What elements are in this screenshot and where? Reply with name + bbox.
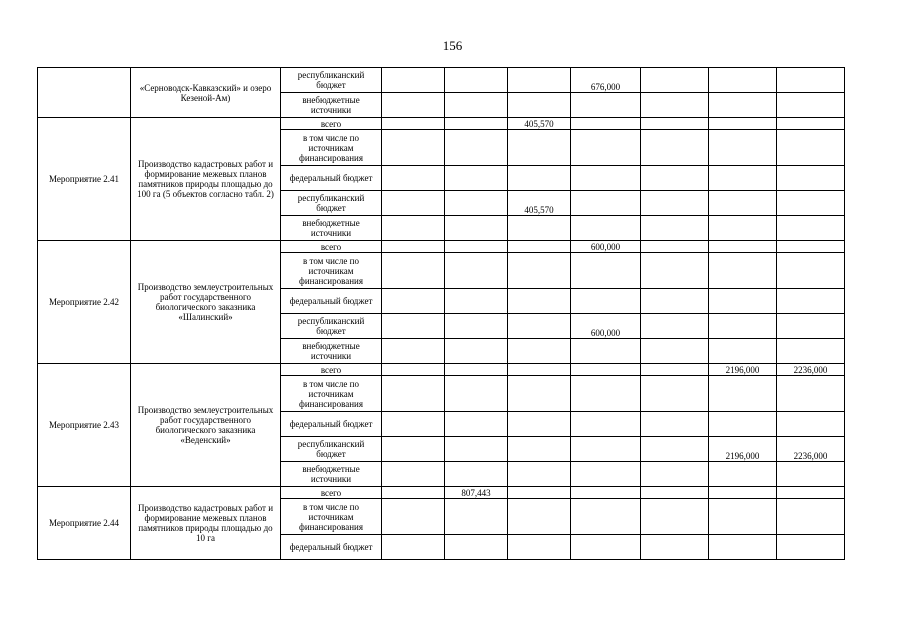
measure-name-cell: Мероприятие 2.42 [38, 241, 131, 364]
amount-cell [382, 376, 445, 412]
amount-cell [641, 314, 709, 339]
amount-cell [709, 289, 777, 314]
funding-source-cell: федеральный бюджет [281, 166, 382, 191]
amount-cell: 2196,000 [709, 364, 777, 376]
amount-cell [571, 191, 641, 216]
funding-source-cell: федеральный бюджет [281, 289, 382, 314]
amount-cell [445, 166, 508, 191]
amount-cell [508, 412, 571, 437]
amount-cell [445, 376, 508, 412]
amount-cell [777, 499, 845, 535]
measure-name-cell: Мероприятие 2.44 [38, 487, 131, 560]
amount-cell [571, 487, 641, 499]
funding-source-cell: в том числе по источникам финансирования [281, 499, 382, 535]
amount-cell [641, 437, 709, 462]
amount-cell: 600,000 [571, 314, 641, 339]
amount-cell [508, 339, 571, 364]
measure-description-cell: «Серноводск-Кавказский» и озеро Кезеной-Ам) [131, 68, 281, 118]
amount-cell [508, 314, 571, 339]
amount-cell [508, 364, 571, 376]
amount-cell: 2236,000 [777, 364, 845, 376]
amount-cell: 807,443 [445, 487, 508, 499]
amount-cell [641, 130, 709, 166]
table-row [38, 241, 845, 253]
amount-cell [641, 462, 709, 487]
measure-description-cell: Производство землеустроительных работ государственного биологического заказника «Веденский» [131, 364, 281, 487]
amount-cell [777, 130, 845, 166]
amount-cell: 600,000 [571, 241, 641, 253]
amount-cell [382, 339, 445, 364]
amount-cell [709, 462, 777, 487]
funding-source-cell: в том числе по источникам финансирования [281, 376, 382, 412]
amount-cell [641, 166, 709, 191]
funding-source-cell: всего [281, 364, 382, 376]
measure-name-cell: Мероприятие 2.43 [38, 364, 131, 487]
amount-cell [571, 216, 641, 241]
amount-cell [709, 191, 777, 216]
amount-cell: 2236,000 [777, 437, 845, 462]
amount-cell [777, 339, 845, 364]
amount-cell [508, 68, 571, 93]
funding-source-cell: внебюджетные источники [281, 462, 382, 487]
amount-cell [382, 499, 445, 535]
amount-cell [508, 93, 571, 118]
budget-table [37, 67, 845, 560]
amount-cell: 676,000 [571, 68, 641, 93]
amount-cell [571, 130, 641, 166]
funding-source-cell: федеральный бюджет [281, 412, 382, 437]
amount-cell [382, 93, 445, 118]
amount-cell [445, 314, 508, 339]
amount-cell [382, 216, 445, 241]
amount-cell [777, 68, 845, 93]
amount-cell [709, 535, 777, 560]
funding-source-cell: всего [281, 241, 382, 253]
amount-cell [641, 118, 709, 130]
amount-cell [382, 166, 445, 191]
amount-cell [709, 118, 777, 130]
amount-cell [382, 412, 445, 437]
table-row [38, 364, 845, 376]
amount-cell [641, 339, 709, 364]
amount-cell [445, 253, 508, 289]
amount-cell [508, 487, 571, 499]
amount-cell [445, 535, 508, 560]
measure-name-cell: Мероприятие 2.41 [38, 118, 131, 241]
amount-cell [508, 130, 571, 166]
amount-cell [571, 437, 641, 462]
funding-source-cell: внебюджетные источники [281, 93, 382, 118]
amount-cell [641, 535, 709, 560]
measure-description-cell: Производство кадастровых работ и формирование межевых планов памятников природы площадью до 100 га (5 объектов согласно табл. 2) [131, 118, 281, 241]
amount-cell [571, 166, 641, 191]
amount-cell [508, 462, 571, 487]
amount-cell [777, 487, 845, 499]
amount-cell [445, 499, 508, 535]
amount-cell [445, 412, 508, 437]
measure-description-cell: Производство кадастровых работ и формирование межевых планов памятников природы площадью до 10 га [131, 487, 281, 560]
amount-cell [445, 130, 508, 166]
amount-cell [641, 216, 709, 241]
amount-cell [709, 241, 777, 253]
amount-cell [382, 364, 445, 376]
amount-cell [508, 166, 571, 191]
amount-cell [709, 130, 777, 166]
amount-cell [777, 166, 845, 191]
amount-cell [571, 499, 641, 535]
funding-source-cell: внебюджетные источники [281, 216, 382, 241]
amount-cell [382, 130, 445, 166]
amount-cell [445, 289, 508, 314]
amount-cell [508, 253, 571, 289]
amount-cell [508, 289, 571, 314]
funding-source-cell: внебюджетные источники [281, 339, 382, 364]
table-row [38, 118, 845, 130]
funding-source-cell: в том числе по источникам финансирования [281, 253, 382, 289]
funding-source-cell: республиканский бюджет [281, 437, 382, 462]
amount-cell [641, 376, 709, 412]
funding-source-cell: федеральный бюджет [281, 535, 382, 560]
amount-cell [709, 339, 777, 364]
amount-cell [641, 364, 709, 376]
funding-source-cell: республиканский бюджет [281, 314, 382, 339]
amount-cell [571, 412, 641, 437]
measure-name-cell [38, 68, 131, 118]
amount-cell [508, 376, 571, 412]
amount-cell [641, 499, 709, 535]
amount-cell [508, 241, 571, 253]
page-number: 156 [442, 38, 463, 53]
amount-cell [709, 376, 777, 412]
amount-cell [382, 241, 445, 253]
amount-cell [709, 216, 777, 241]
amount-cell [777, 289, 845, 314]
funding-source-cell: республиканский бюджет [281, 68, 382, 93]
amount-cell [445, 339, 508, 364]
amount-cell [641, 412, 709, 437]
amount-cell [445, 93, 508, 118]
amount-cell [777, 535, 845, 560]
amount-cell [382, 437, 445, 462]
amount-cell [641, 289, 709, 314]
amount-cell [571, 462, 641, 487]
amount-cell [382, 487, 445, 499]
amount-cell [445, 462, 508, 487]
funding-source-cell: всего [281, 118, 382, 130]
amount-cell [571, 118, 641, 130]
amount-cell [445, 216, 508, 241]
amount-cell [709, 314, 777, 339]
measure-description-cell: Производство землеустроительных работ государственного биологического заказника «Шалинский» [131, 241, 281, 364]
amount-cell [641, 253, 709, 289]
amount-cell [709, 412, 777, 437]
amount-cell [777, 118, 845, 130]
amount-cell [445, 191, 508, 216]
amount-cell [777, 376, 845, 412]
amount-cell [709, 487, 777, 499]
table-row [38, 68, 845, 93]
amount-cell [445, 364, 508, 376]
amount-cell [508, 216, 571, 241]
amount-cell [709, 93, 777, 118]
amount-cell [641, 191, 709, 216]
amount-cell [445, 437, 508, 462]
amount-cell [571, 376, 641, 412]
funding-source-cell: в том числе по источникам финансирования [281, 130, 382, 166]
amount-cell [571, 253, 641, 289]
amount-cell [571, 289, 641, 314]
amount-cell [777, 191, 845, 216]
amount-cell [641, 68, 709, 93]
amount-cell [382, 191, 445, 216]
amount-cell [777, 241, 845, 253]
amount-cell [382, 253, 445, 289]
amount-cell [709, 68, 777, 93]
amount-cell [382, 314, 445, 339]
funding-source-cell: республиканский бюджет [281, 191, 382, 216]
amount-cell [508, 437, 571, 462]
amount-cell [709, 499, 777, 535]
amount-cell: 405,570 [508, 118, 571, 130]
amount-cell [777, 216, 845, 241]
amount-cell [571, 364, 641, 376]
amount-cell [508, 499, 571, 535]
amount-cell [777, 253, 845, 289]
amount-cell [777, 412, 845, 437]
amount-cell [777, 314, 845, 339]
amount-cell [382, 535, 445, 560]
table-row [38, 487, 845, 499]
amount-cell: 2196,000 [709, 437, 777, 462]
amount-cell: 405,570 [508, 191, 571, 216]
amount-cell [445, 68, 508, 93]
amount-cell [777, 93, 845, 118]
amount-cell [382, 118, 445, 130]
amount-cell [709, 253, 777, 289]
funding-source-cell: всего [281, 487, 382, 499]
amount-cell [445, 118, 508, 130]
amount-cell [382, 68, 445, 93]
amount-cell [709, 166, 777, 191]
amount-cell [641, 241, 709, 253]
amount-cell [571, 93, 641, 118]
amount-cell [382, 289, 445, 314]
amount-cell [641, 487, 709, 499]
amount-cell [571, 339, 641, 364]
amount-cell [445, 241, 508, 253]
amount-cell [382, 462, 445, 487]
amount-cell [641, 93, 709, 118]
amount-cell [777, 462, 845, 487]
amount-cell [571, 535, 641, 560]
table-body [38, 68, 845, 560]
amount-cell [508, 535, 571, 560]
